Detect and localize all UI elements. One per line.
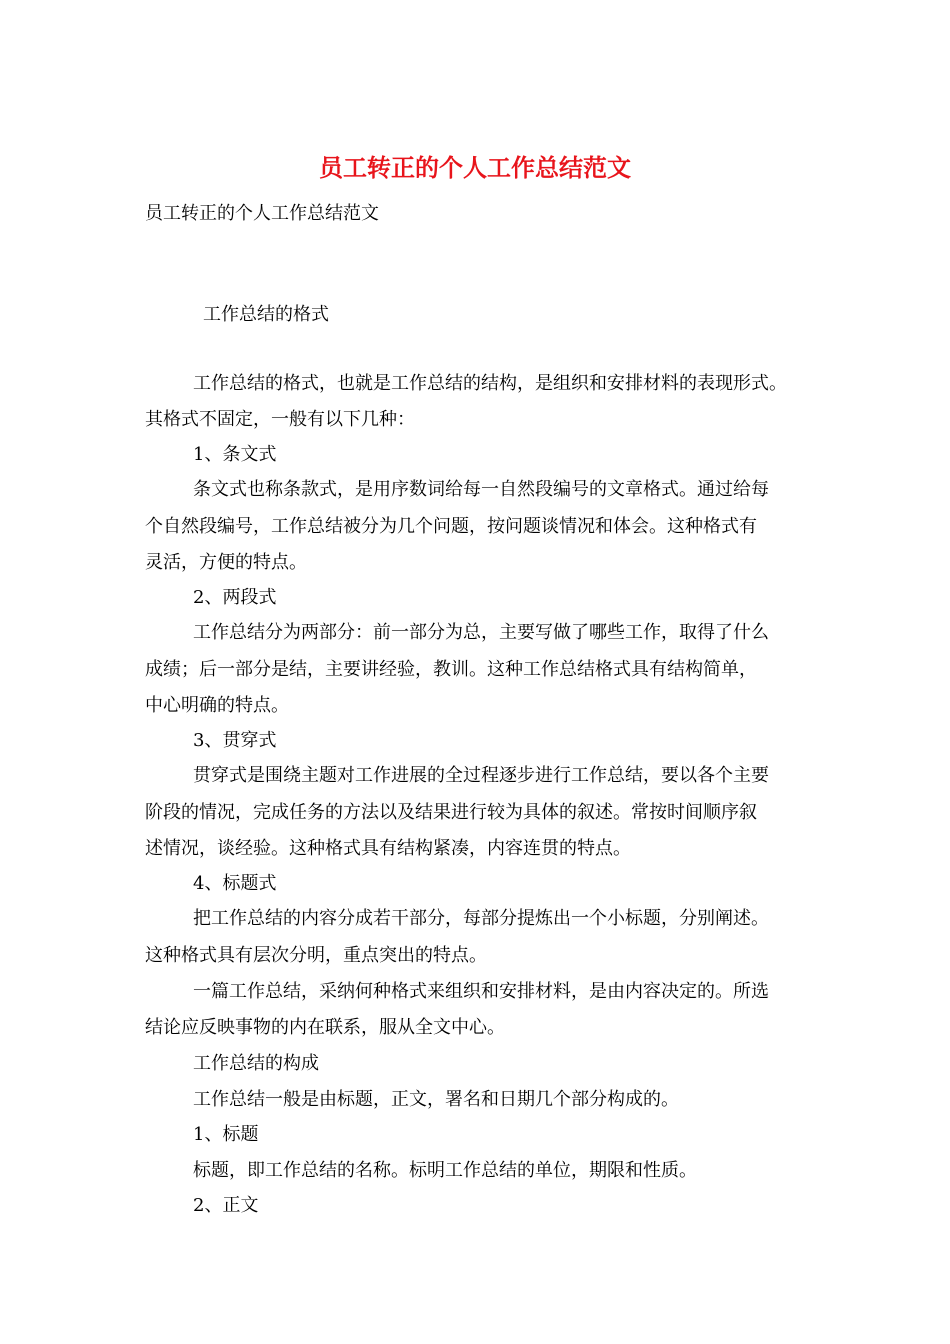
paragraph-line: 成绩；后一部分是结，主要讲经验，教训。这种工作总结格式具有结构简单， bbox=[145, 659, 757, 680]
list-item-heading: 3、贯穿式 bbox=[193, 730, 277, 751]
paragraph-line: 个自然段编号，工作总结被分为几个问题，按问题谈情况和体会。这种格式有 bbox=[145, 516, 757, 537]
list-item-heading: 2、两段式 bbox=[193, 587, 277, 608]
paragraph-line: 工作总结分为两部分：前一部分为总，主要写做了哪些工作，取得了什么 bbox=[193, 622, 769, 643]
paragraph-line: 中心明确的特点。 bbox=[145, 695, 289, 716]
list-item-heading: 1、条文式 bbox=[193, 444, 277, 465]
paragraph-line: 贯穿式是围绕主题对工作进展的全过程逐步进行工作总结，要以各个主要 bbox=[193, 765, 769, 786]
paragraph-line: 述情况，谈经验。这种格式具有结构紧凑，内容连贯的特点。 bbox=[145, 838, 631, 859]
section-subheading: 工作总结的构成 bbox=[193, 1053, 319, 1074]
paragraph-line: 工作总结的格式，也就是工作总结的结构，是组织和安排材料的表现形式。 bbox=[193, 373, 787, 394]
paragraph-line: 一篇工作总结，采纳何种格式来组织和安排材料，是由内容决定的。所选 bbox=[193, 981, 769, 1002]
paragraph-line: 其格式不固定，一般有以下几种： bbox=[145, 409, 415, 430]
document-subtitle: 员工转正的个人工作总结范文 bbox=[145, 203, 379, 224]
list-item-heading: 2、正文 bbox=[193, 1195, 259, 1216]
paragraph-line: 条文式也称条款式，是用序数词给每一自然段编号的文章格式。通过给每 bbox=[193, 479, 769, 500]
paragraph-line: 阶段的情况，完成任务的方法以及结果进行较为具体的叙述。常按时间顺序叙 bbox=[145, 802, 757, 823]
paragraph-line: 这种格式具有层次分明，重点突出的特点。 bbox=[145, 945, 487, 966]
section-heading: 工作总结的格式 bbox=[203, 304, 329, 325]
paragraph-line: 标题，即工作总结的名称。标明工作总结的单位，期限和性质。 bbox=[193, 1160, 697, 1181]
list-item-heading: 1、标题 bbox=[193, 1124, 259, 1145]
paragraph-line: 把工作总结的内容分成若干部分，每部分提炼出一个小标题，分别阐述。 bbox=[193, 908, 769, 929]
paragraph-line: 灵活，方便的特点。 bbox=[145, 552, 307, 573]
document-title: 员工转正的个人工作总结范文 bbox=[319, 153, 631, 182]
paragraph-line: 结论应反映事物的内在联系，服从全文中心。 bbox=[145, 1017, 505, 1038]
list-item-heading: 4、标题式 bbox=[193, 873, 277, 894]
paragraph-line: 工作总结一般是由标题，正文，署名和日期几个部分构成的。 bbox=[193, 1089, 679, 1110]
